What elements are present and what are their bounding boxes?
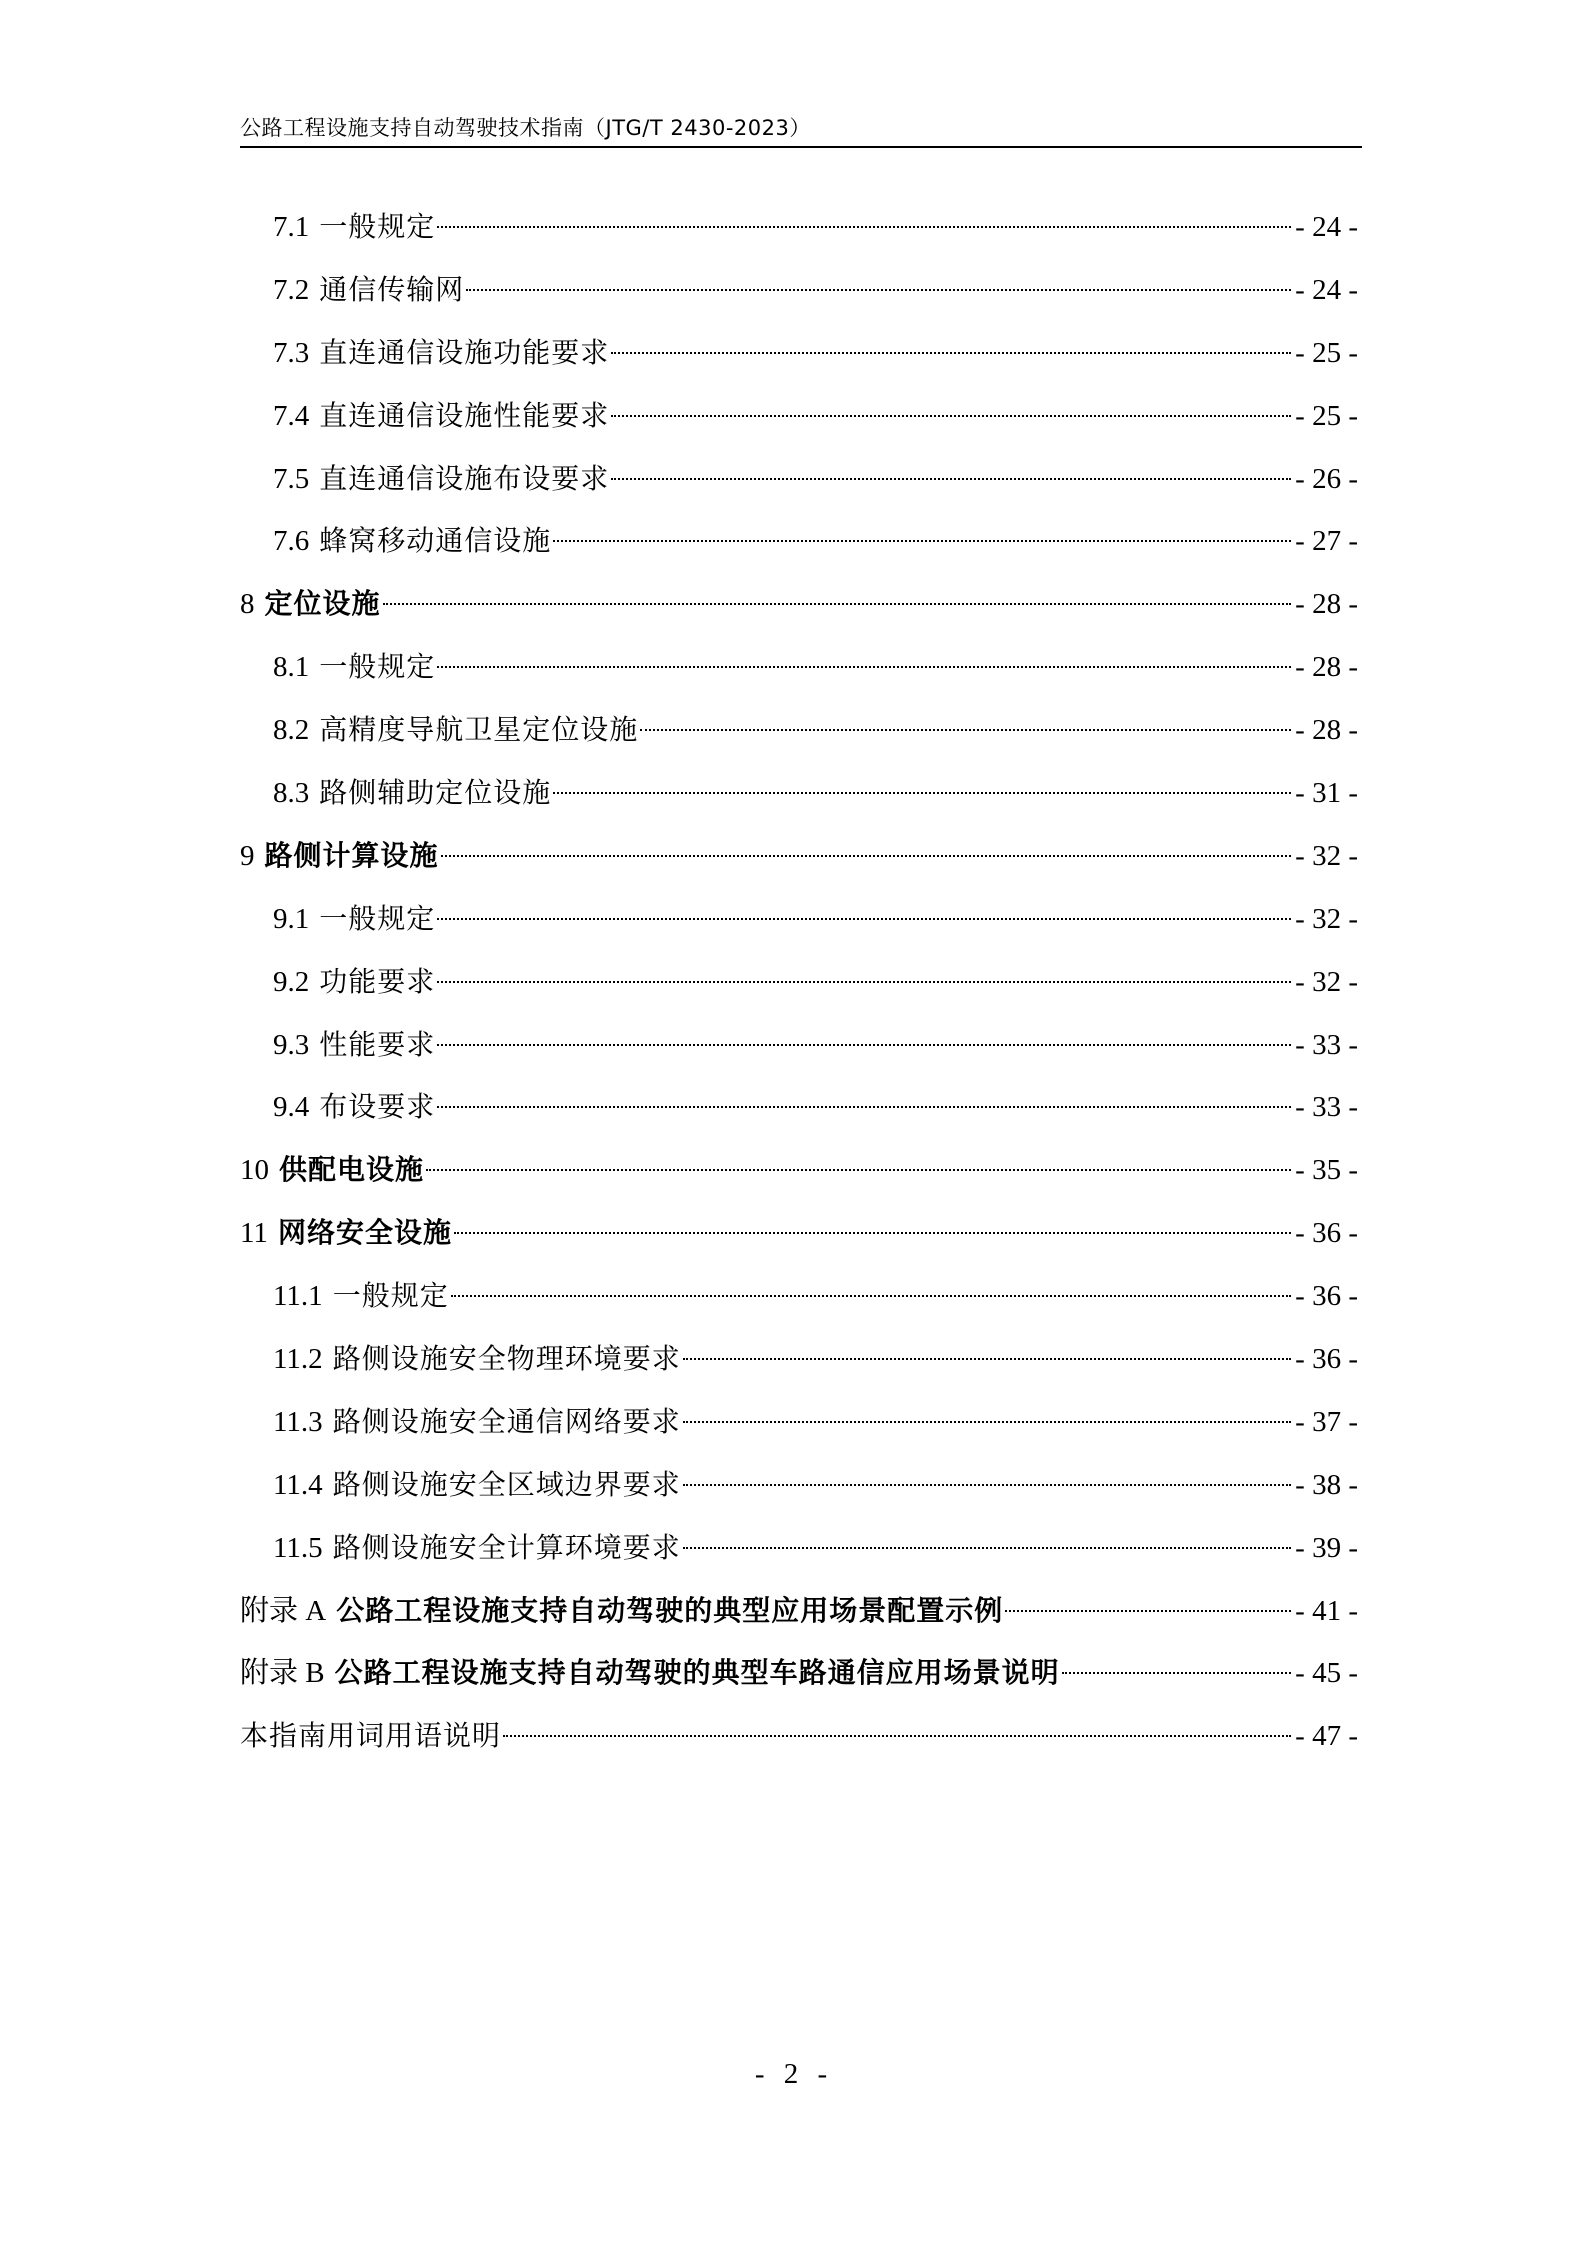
table-of-contents [240,196,1358,1768]
toc-entry-page: - 26 - [1295,462,1358,495]
toc-entry[interactable] [240,1705,1358,1768]
toc-entry[interactable] [240,1265,1358,1328]
toc-entry-page: - 32 - [1295,965,1358,998]
toc-dot-leader [426,1169,1291,1171]
toc-entry-title: 一般规定 [319,210,436,243]
toc-entry-title: 蜂窝移动通信设施 [319,524,552,558]
toc-entry-title: 公路工程设施支持自动驾驶的典型应用场景配置示例 [336,1593,1004,1627]
toc-entry-title: 布设要求 [319,1090,436,1124]
toc-entry-number: 7.6 [273,525,310,558]
toc-entry[interactable] [240,1328,1358,1391]
toc-entry-page: - 28 - [1295,714,1358,747]
toc-entry-title: 路侧设施安全通信网络要求 [332,1404,681,1438]
toc-entry[interactable] [240,888,1358,951]
toc-entry-number: 7.5 [273,462,310,495]
toc-entry-page: - 35 - [1295,1154,1358,1187]
toc-dot-leader [1005,1610,1291,1612]
page-number: - 2 - [754,2058,834,2090]
toc-dot-leader [553,792,1291,794]
toc-dot-leader [611,478,1291,480]
toc-entry-page: - 37 - [1295,1405,1358,1438]
toc-dot-leader [1062,1672,1292,1674]
toc-dot-leader [640,729,1291,731]
toc-entry[interactable] [240,1202,1358,1265]
toc-entry-title: 供配电设施 [279,1153,425,1187]
page-header [240,108,1362,148]
toc-dot-leader [503,1735,1291,1737]
toc-entry[interactable] [240,1642,1358,1705]
toc-entry-title: 网络安全设施 [277,1216,452,1250]
toc-dot-leader [437,666,1291,668]
toc-entry[interactable] [240,1454,1358,1517]
toc-dot-leader [454,1232,1291,1234]
toc-entry-number: 附录 A [240,1594,327,1627]
toc-entry-number: 10 [240,1154,269,1187]
toc-entry-number: 8.3 [273,777,310,810]
toc-dot-leader [437,1044,1291,1046]
toc-entry-page: - 27 - [1295,525,1358,558]
toc-entry-title: 路侧设施安全计算环境要求 [332,1530,681,1564]
toc-entry-number: 7.2 [273,273,310,306]
toc-dot-leader [683,1484,1291,1486]
toc-entry-number: 9.2 [273,965,310,998]
toc-entry[interactable] [240,385,1358,448]
toc-entry-page: - 28 - [1295,588,1358,621]
toc-entry-page: - 36 - [1295,1343,1358,1376]
toc-entry-title: 直连通信设施功能要求 [319,335,610,369]
toc-entry-title: 性能要求 [319,1027,436,1061]
toc-entry-number: 11.3 [273,1405,323,1438]
toc-entry-title: 路侧设施安全区域边界要求 [332,1467,681,1501]
toc-entry-title: 本指南用词用语说明 [240,1719,502,1753]
toc-entry-number: 7.3 [273,336,310,369]
toc-entry[interactable] [240,1139,1358,1202]
toc-entry-title: 定位设施 [264,587,381,621]
toc-entry-number: 9 [240,839,255,872]
toc-entry-title: 路侧设施安全物理环境要求 [332,1342,681,1376]
toc-entry-page: - 33 - [1295,1091,1358,1124]
toc-dot-leader [466,289,1291,291]
toc-entry-title: 直连通信设施性能要求 [319,398,610,432]
toc-entry-number: 附录 B [240,1657,325,1690]
toc-entry-page: - 24 - [1295,211,1358,243]
toc-entry-number: 11.1 [273,1280,323,1313]
toc-entry-number: 11.2 [273,1343,323,1376]
toc-dot-leader [683,1421,1291,1423]
toc-entry-page: - 25 - [1295,399,1358,432]
toc-entry-page: - 33 - [1295,1028,1358,1061]
toc-entry[interactable] [240,573,1358,636]
toc-entry-number: 8.1 [273,651,310,684]
toc-entry-title: 高精度导航卫星定位设施 [319,713,639,747]
toc-entry[interactable] [240,196,1358,259]
toc-dot-leader [441,855,1292,857]
toc-entry[interactable] [240,322,1358,385]
toc-entry-number: 11.4 [273,1468,323,1501]
toc-entry-title: 公路工程设施支持自动驾驶的典型车路通信应用场景说明 [334,1656,1060,1690]
toc-entry-number: 9.4 [273,1091,310,1124]
toc-entry-number: 9.3 [273,1028,310,1061]
toc-entry-page: - 31 - [1295,777,1358,810]
toc-entry-page: - 32 - [1295,902,1358,935]
toc-dot-leader [451,1295,1291,1297]
toc-entry-page: - 45 - [1295,1657,1358,1690]
toc-dot-leader [683,1358,1291,1360]
toc-entry-title: 功能要求 [319,964,436,998]
toc-entry-page: - 41 - [1295,1594,1358,1627]
toc-entry-page: - 28 - [1295,651,1358,684]
toc-entry-number: 8 [240,588,255,621]
toc-entry[interactable] [240,1580,1358,1643]
toc-entry-number: 9.1 [273,902,310,935]
toc-dot-leader [437,1106,1291,1108]
toc-entry-page: - 38 - [1295,1468,1358,1501]
toc-dot-leader [611,415,1291,417]
toc-entry[interactable] [240,259,1358,322]
toc-entry[interactable] [240,1014,1358,1077]
toc-entry[interactable] [240,636,1358,699]
toc-entry-number: 7.1 [273,211,310,243]
toc-entry-title: 路侧计算设施 [264,838,439,872]
toc-entry-number: 11 [240,1217,268,1250]
toc-entry-title: 直连通信设施布设要求 [319,461,610,495]
toc-entry-title: 一般规定 [319,650,436,684]
toc-dot-leader [437,981,1291,983]
toc-entry[interactable] [240,448,1358,511]
toc-dot-leader [683,1547,1291,1549]
toc-entry[interactable] [240,762,1358,825]
toc-dot-leader [553,540,1291,542]
toc-entry-number: 8.2 [273,714,310,747]
toc-entry[interactable] [240,1517,1358,1580]
toc-dot-leader [611,352,1291,354]
toc-entry-page: - 36 - [1295,1280,1358,1313]
toc-entry-page: - 47 - [1295,1720,1358,1753]
toc-entry-title: 一般规定 [332,1279,449,1313]
toc-dot-leader [437,918,1291,920]
toc-entry-page: - 24 - [1295,273,1358,306]
document-title: 公路工程设施支持自动驾驶技术指南（JTG/T 2430-2023） [240,116,811,140]
toc-entry[interactable] [240,1391,1358,1454]
toc-entry-page: - 25 - [1295,336,1358,369]
toc-entry-page: - 36 - [1295,1217,1358,1250]
toc-entry[interactable] [240,825,1358,888]
toc-dot-leader [437,226,1291,228]
toc-entry-page: - 39 - [1295,1531,1358,1564]
toc-entry[interactable] [240,951,1358,1014]
toc-dot-leader [383,603,1292,605]
toc-entry[interactable] [240,510,1358,573]
toc-entry-title: 路侧辅助定位设施 [319,776,552,810]
toc-entry-number: 11.5 [273,1531,323,1564]
toc-entry[interactable] [240,1076,1358,1139]
toc-entry[interactable] [240,699,1358,762]
toc-entry-title: 通信传输网 [319,272,465,306]
toc-entry-title: 一般规定 [319,901,436,935]
toc-entry-number: 7.4 [273,399,310,432]
toc-entry-page: - 32 - [1295,839,1358,872]
